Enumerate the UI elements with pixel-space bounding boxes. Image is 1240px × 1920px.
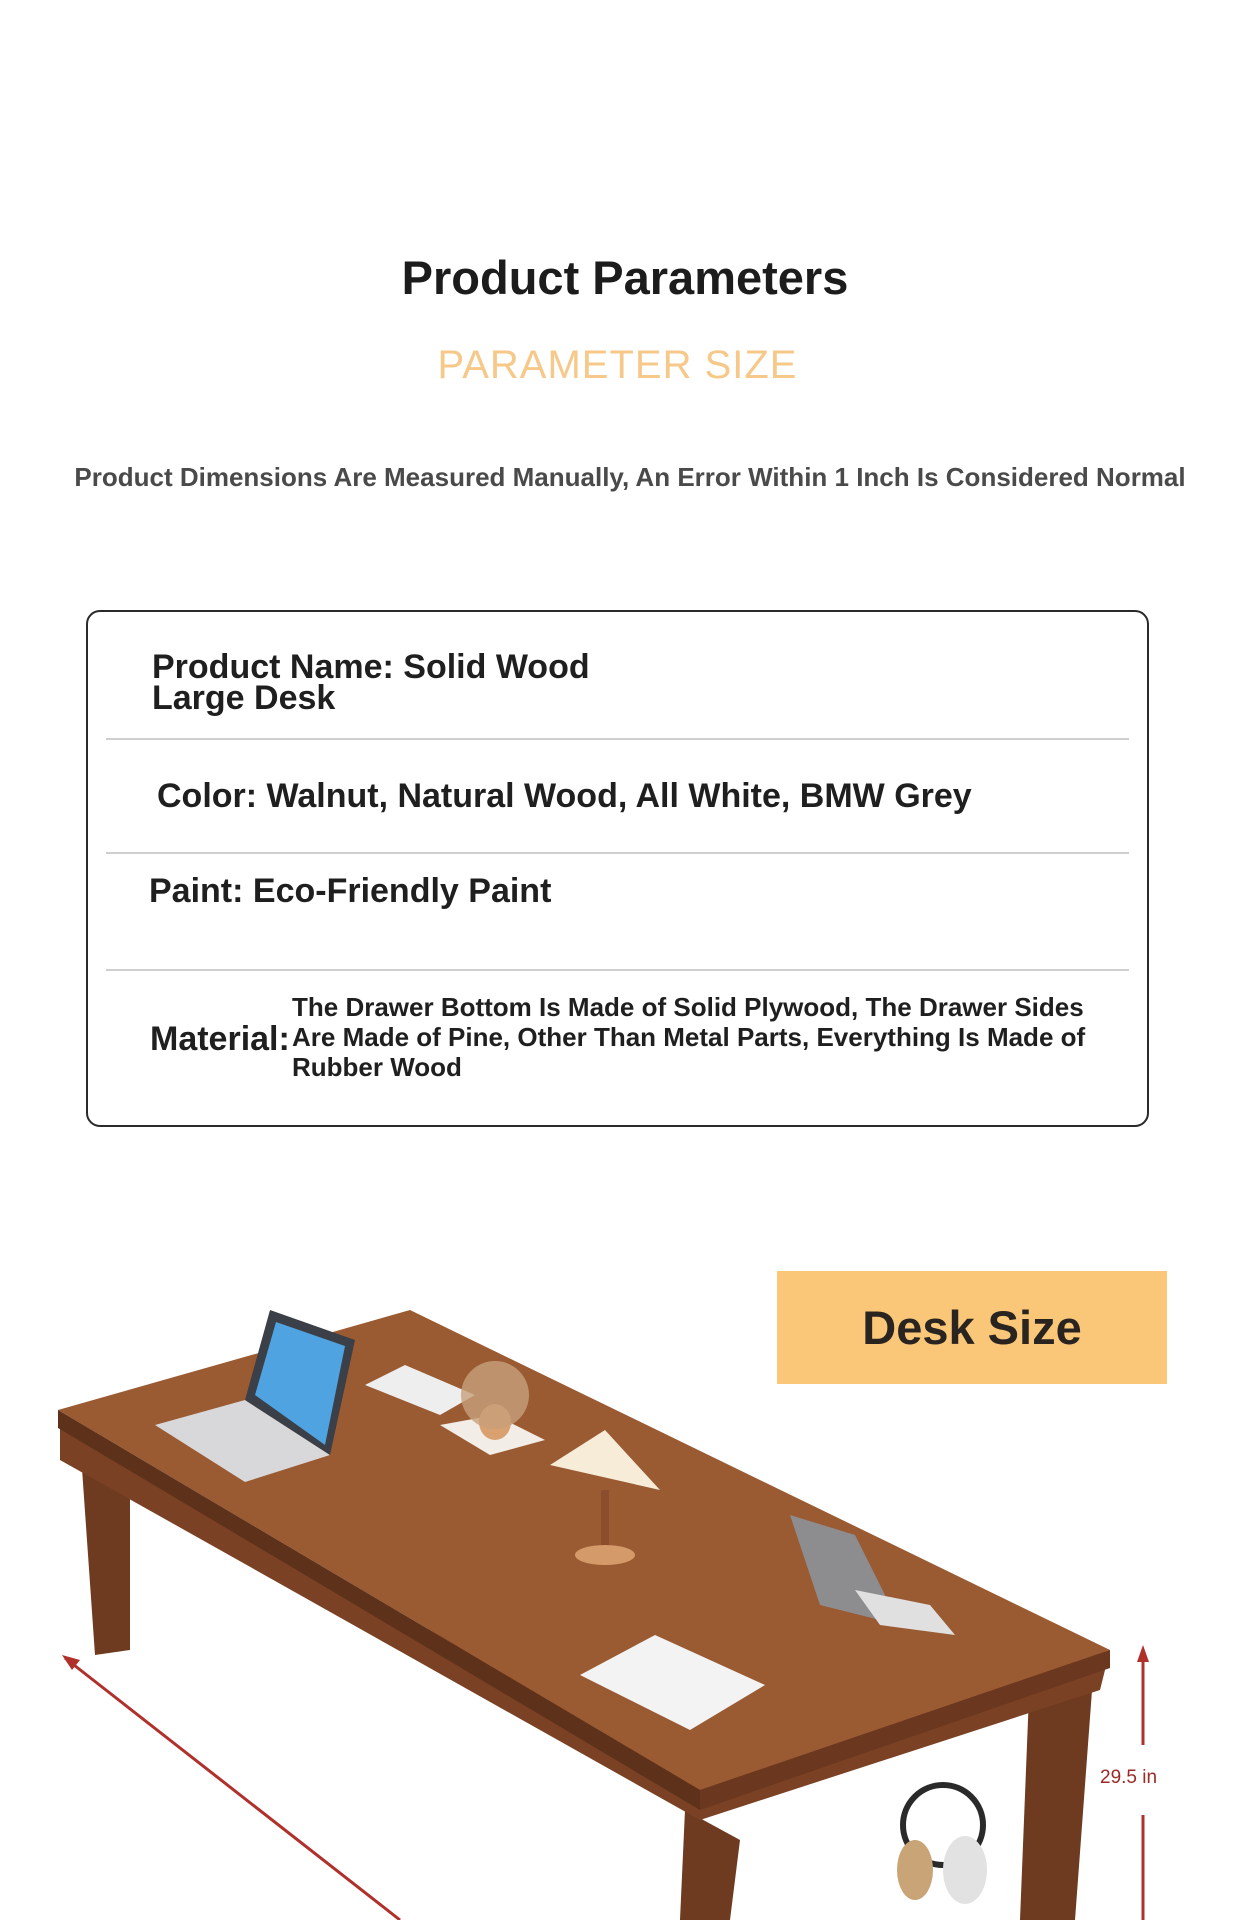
page-title: Product Parameters bbox=[401, 251, 849, 304]
height-dimension-text: 29.5 in bbox=[1100, 1767, 1158, 1788]
product-name: Product Name: Solid Wood Large Desk bbox=[152, 648, 590, 717]
desk-size-label: Desk Size bbox=[777, 1271, 1167, 1384]
row-divider bbox=[106, 852, 1129, 854]
row-divider bbox=[106, 969, 1129, 971]
measurement-note: Product Dimensions Are Measured Manually, An Error Within 1 Inch Is Considered Normal bbox=[74, 462, 1186, 492]
material-value: The Drawer Bottom Is Made of Solid Plywood, The Drawer Sides Are Made of Pine, Other Than Metal Parts, Everything Is Made of Rubber Wood bbox=[292, 992, 1086, 1082]
row-divider bbox=[106, 738, 1129, 740]
page-subtitle: PARAMETER SIZE bbox=[437, 343, 798, 387]
product-paint: Paint: Eco-Friendly Paint bbox=[149, 872, 552, 910]
width-dimension-line bbox=[65, 1658, 400, 1920]
parameters-table bbox=[86, 610, 1149, 1127]
material-label: Material: bbox=[150, 1020, 290, 1058]
desk-leg bbox=[680, 1810, 740, 1920]
product-color: Color: Walnut, Natural Wood, All White, BMW Grey bbox=[157, 777, 972, 815]
